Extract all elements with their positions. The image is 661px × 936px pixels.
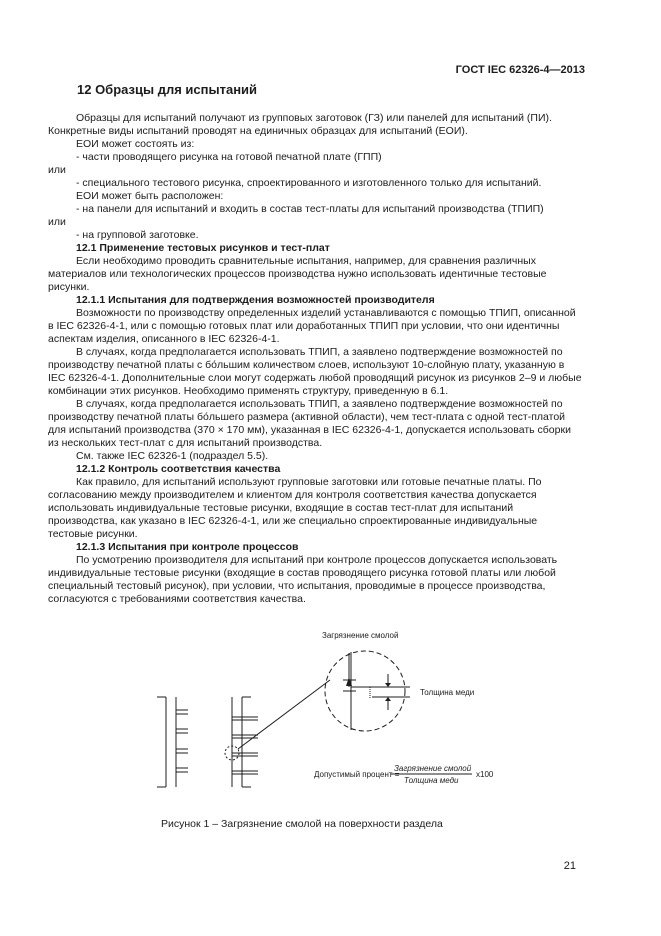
list-item: - специального тестового рисунка, спроектированного и изготовленного только для испытаний. [76, 177, 542, 189]
resin-contamination-figure [0, 625, 661, 820]
list-item: - на групповой заготовке. [76, 229, 199, 241]
conjunction: или [48, 164, 66, 176]
leader-line [238, 680, 330, 749]
list-item: - части проводящего рисунка на готовой печатной плате (ГПП) [76, 151, 382, 163]
conjunction: или [48, 216, 66, 228]
paragraph: В случаях, когда предполагается использовать ТПИП, а заявлено подтверждение возможностей по производству печатной платы бо́льшего размера (активной области), чем тест-плата с одной тест-платой для испытаний производства (370 × 170 мм), указанная в IEC 62326-4-1, допускается использовать сборки из нескольких тест-плат с для испытаний производства. [48, 398, 571, 449]
paragraph: Как правило, для испытаний используют групповые заготовки или готовые печатные платы. По согласованию между производителем и клиентом для контроля соответствия качества допускается использовать индивидуальные тестовые рисунки, входящие в состав тест-плат для испытаний производства, как указано в IEC 62326-4-1, или же специально спроектированные индивидуальные тестовые рисунки. [48, 476, 542, 540]
board-cross-section [157, 697, 258, 787]
magnified-detail [325, 651, 410, 731]
formula-denominator: Толщина меди [404, 776, 459, 785]
subsection-title-12-1: 12.1 Применение тестовых рисунков и тест-плат [76, 242, 330, 254]
page-number: 21 [563, 860, 576, 872]
figure-caption: Рисунок 1 – Загрязнение смолой на поверхности раздела [161, 818, 443, 830]
body-text [48, 112, 582, 606]
section-title: 12 Образцы для испытаний [77, 82, 258, 97]
subsection-title-12-1-2: 12.1.2 Контроль соответствия качества [76, 463, 281, 475]
paragraph: См. также IEC 62326-1 (подраздел 5.5). [76, 450, 269, 462]
paragraph: По усмотрению производителя для испытаний при контроле процессов допускается использовать индивидуальные тестовые рисунки (входящие в состав проводящего рисунка готовой платы или любой специальный тестовый рисунок), при условии, что испытания, проводимые в процессе производства, согласуются с требованиями соответствия качества. [48, 554, 558, 605]
paragraph: В случаях, когда предполагается использовать ТПИП, а заявлено подтверждение возможностей по производству печатной платы с бо́льшим количеством слоев, используют 10-слойную плату, указанную в IEC 62326-4-1. Дополнительные слои могут содержать любой проводящий рисунок из рисунков 2–9 и любые комбинации этих рисунков. Необходимо применять структуру, приведенную в 6.1. [48, 346, 582, 397]
copper-thickness-label: Толщина меди [420, 688, 475, 697]
contamination-label: Загрязнение смолой [322, 631, 399, 640]
formula-suffix: x100 [476, 770, 494, 779]
paragraph: ЕОИ может состоять из: [76, 138, 195, 150]
document-header: ГОСТ IEC 62326-4—2013 [455, 64, 585, 76]
paragraph: Если необходимо проводить сравнительные испытания, например, для сравнения различных материалов или технологических процессов производства нужно использовать идентичные тестовые рисунки. [48, 255, 547, 293]
subsection-title-12-1-3: 12.1.3 Испытания при контроле процессов [76, 541, 299, 553]
list-item: - на панели для испытаний и входить в состав тест-платы для испытаний производства (ТПИП) [76, 203, 544, 215]
formula-prefix: Допустимый процент = [314, 770, 400, 779]
paragraph: ЕОИ может быть расположен: [76, 190, 224, 202]
subsection-title-12-1-1: 12.1.1 Испытания для подтверждения возможностей производителя [76, 294, 435, 306]
formula-numerator: Загрязнение смолой [394, 764, 472, 773]
paragraph: Возможности по производству определенных изделий устанавливаются с помощью ТПИП, описанной в IEC 62326-4-1, или с помощью готовых плат или доработанных ТПИП при условии, что они идентичны аспектам изделия, описанного в IEC 62326-4-1. [48, 307, 576, 345]
paragraph: Образцы для испытаний получают из групповых заготовок (ГЗ) или панелей для испытаний (ПИ). Конкретные виды испытаний проводят на единичных образцах для испытаний (ЕОИ). [48, 112, 552, 137]
